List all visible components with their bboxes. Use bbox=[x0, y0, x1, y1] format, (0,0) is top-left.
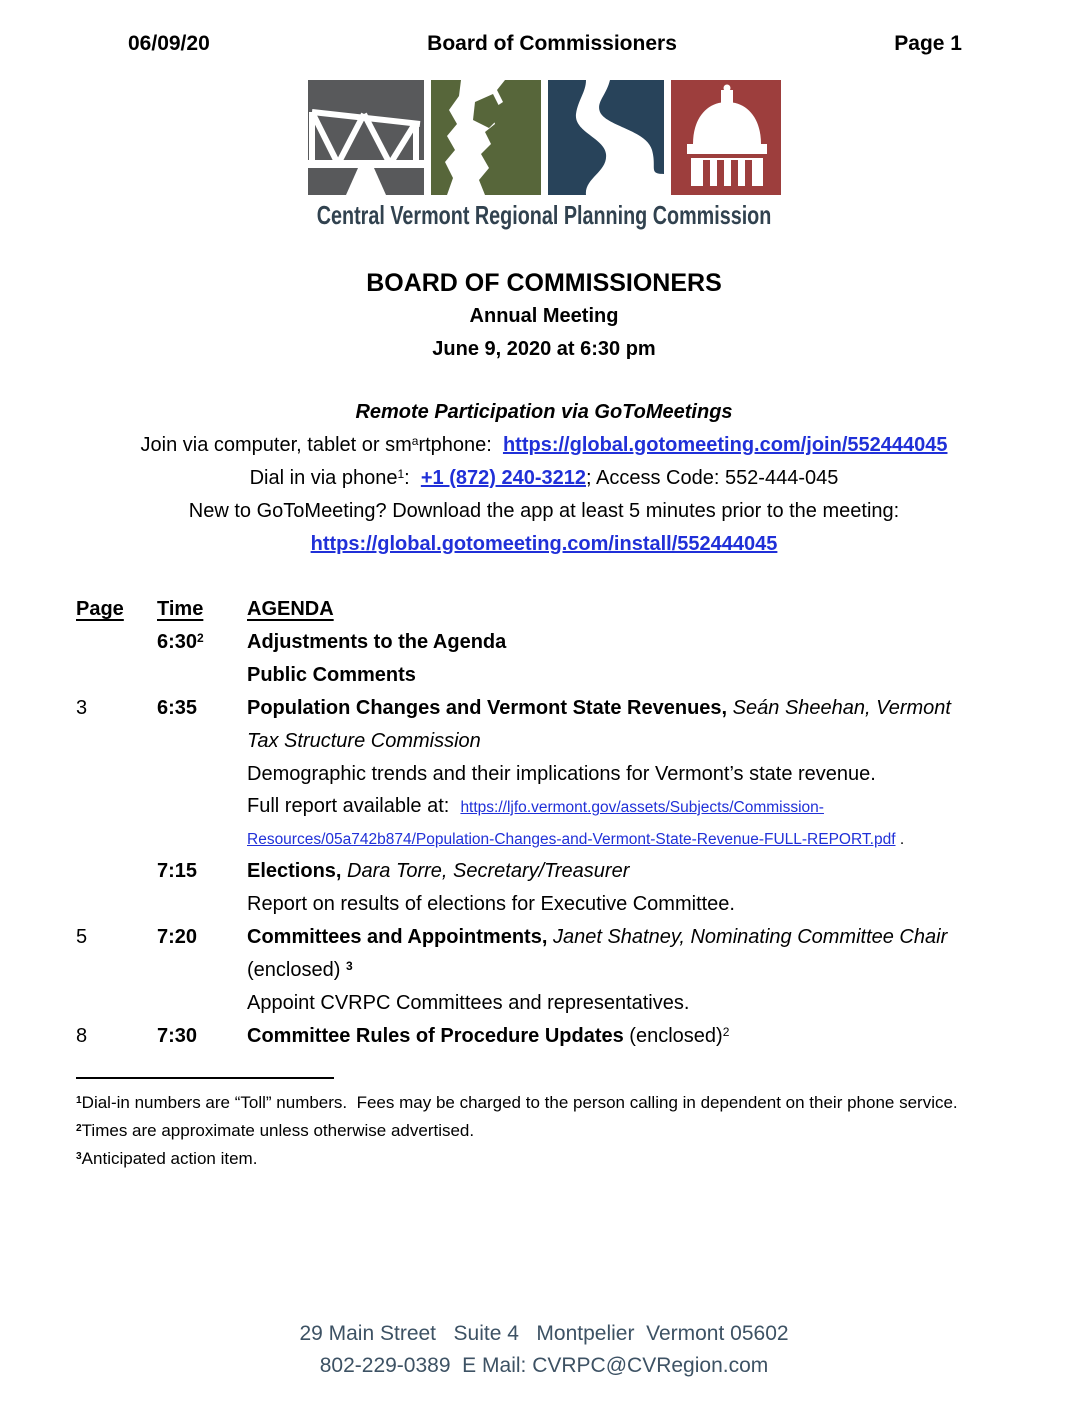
meeting-datetime: June 9, 2020 at 6:30 pm bbox=[432, 338, 656, 360]
agenda-row-content: Committees and Appointments, Janet Shatney, Nominating Committee Chair (enclosed) $^3$ Appoint CVRPC Committees and representatives. bbox=[247, 926, 953, 1014]
river-icon bbox=[548, 80, 664, 195]
footnote-1: $^1$Dial-in numbers are “Toll” numbers. Fees may be charged to the person calling in dependent on their phone service. bbox=[76, 1093, 958, 1112]
agenda-row-content: Committee Rules of Procedure Updates (enclosed)$^2$ bbox=[247, 1025, 730, 1047]
footnotes bbox=[76, 1077, 988, 1173]
agenda-row-page: 8 bbox=[76, 1025, 88, 1047]
agenda-col-time: Time bbox=[157, 598, 204, 620]
join-meeting-link[interactable]: https://global.gotomeeting.com/join/552444045 bbox=[502, 434, 948, 456]
dial-line bbox=[0, 462, 1088, 495]
agenda-row-page: 3 bbox=[76, 697, 88, 719]
footnote-2: $^2$Times are approximate unless otherwise advertised. bbox=[76, 1121, 475, 1140]
agenda-row-time: 7:20 bbox=[157, 926, 198, 948]
join-superscript: a bbox=[411, 434, 419, 448]
agenda-col-page: Page bbox=[76, 598, 124, 620]
address-footer bbox=[0, 1318, 1088, 1382]
phone-link[interactable]: +1 (872) 240-3212 bbox=[420, 467, 586, 489]
title-block bbox=[0, 267, 1088, 366]
agenda-row-time: 7:30 bbox=[157, 1025, 198, 1047]
agenda-row-page bbox=[76, 626, 157, 659]
dial-text-2: : bbox=[404, 467, 421, 489]
install-line bbox=[0, 528, 1088, 561]
remote-participation bbox=[0, 396, 1088, 561]
join-line bbox=[0, 429, 1088, 462]
join-text: Join via computer, tablet or sm bbox=[140, 434, 412, 456]
agenda-row-content: Adjustments to the Agenda bbox=[247, 631, 507, 653]
logo-caption: Central Vermont Regional Planning Commission bbox=[316, 200, 772, 230]
footer-address: 29 Main Street Suite 4 Montpelier Vermont 05602 bbox=[299, 1322, 789, 1345]
agenda-row-page bbox=[76, 659, 157, 692]
footer-contact: 802-229-0389 E Mail: CVRPC@CVRegion.com bbox=[319, 1354, 769, 1377]
cvrpc-logo bbox=[0, 80, 1088, 231]
join-text-2: rtphone: bbox=[418, 434, 503, 456]
agenda-row-page: 5 bbox=[76, 926, 88, 948]
header-page-number: Page 1 bbox=[894, 32, 962, 55]
dial-text: Dial in via phone bbox=[249, 467, 398, 489]
footnote-separator bbox=[76, 1077, 334, 1079]
bridge-icon bbox=[308, 80, 424, 195]
remote-heading: Remote Participation via GoToMeetings bbox=[355, 401, 733, 423]
header-date: 06/09/20 bbox=[128, 32, 210, 55]
access-code-text: ; Access Code: 552-444-045 bbox=[585, 467, 839, 489]
header-title: Board of Commissioners bbox=[427, 32, 677, 55]
agenda-row-time: 7:15 bbox=[157, 860, 198, 882]
agenda-row-page bbox=[76, 855, 157, 921]
agenda-col-agenda: AGENDA bbox=[247, 598, 334, 620]
meeting-title: BOARD OF COMMISSIONERS bbox=[366, 269, 722, 297]
install-link[interactable]: https://global.gotomeeting.com/install/552444045 bbox=[310, 533, 778, 555]
agenda-row-time bbox=[157, 659, 247, 692]
footnote-3: $^3$Anticipated action item. bbox=[76, 1149, 258, 1168]
logo-panels bbox=[0, 80, 1088, 195]
agenda-row-content: Public Comments bbox=[247, 664, 416, 686]
capitol-dome-icon bbox=[671, 80, 781, 195]
dial-footnote-ref: 1 bbox=[397, 467, 405, 481]
agenda-row-content: Elections, Dara Torre, Secretary/Treasurer Report on results of elections for Executive Committee. bbox=[247, 860, 735, 915]
agenda-table bbox=[76, 593, 976, 1053]
agenda-row-time: 6:35 bbox=[157, 697, 198, 719]
agenda-row-time: $6:30^2$ bbox=[157, 631, 204, 653]
download-line: New to GoToMeeting? Download the app at least 5 minutes prior to the meeting: bbox=[188, 500, 900, 522]
full-report-link[interactable]: https://ljfo.vermont.gov/assets/Subjects/Commission-Resources/05a742b874/Population-Changes-and-Vermont-State-Revenue-FULL-REPORT.pdf bbox=[247, 799, 896, 848]
running-header bbox=[0, 0, 1088, 56]
meeting-subtitle: Annual Meeting bbox=[469, 305, 619, 327]
agenda-row-content: Population Changes and Vermont State Revenues, Seán Sheehan, Vermont Tax Structure Commission Demographic trends and their implications for Vermont’s state revenue. Full report available at: https://ljfo.vermont.gov/assets/Subjects/Commission-Resources/05a742b874/Population-Changes-and-Vermont-State-Revenue-FULL-REPORT.pdf . bbox=[247, 697, 957, 848]
vermont-map-icon bbox=[431, 80, 541, 195]
